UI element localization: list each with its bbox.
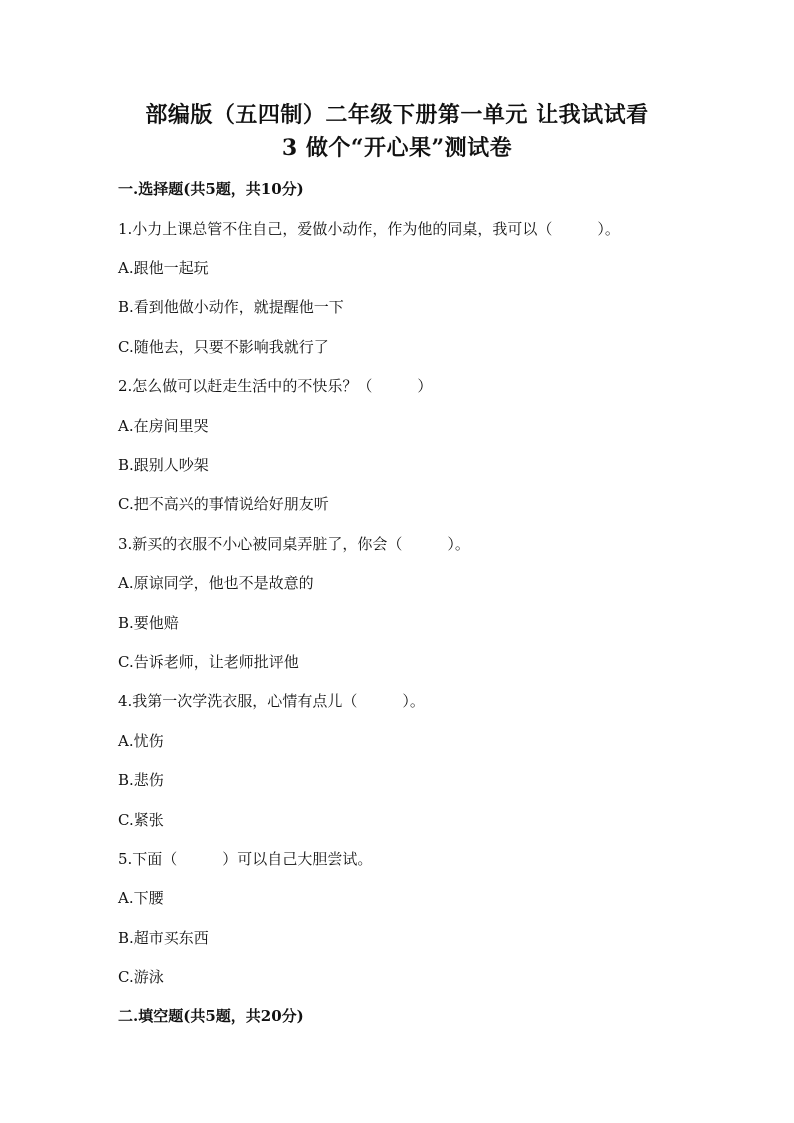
question-5-option-c: C.游泳 (118, 968, 164, 986)
document-title-line-2: 3 做个“开心果”测试卷 (281, 135, 513, 161)
question-2-option-a: A.在房间里哭 (118, 417, 209, 435)
question-4-stem: 4.我第一次学洗衣服，心情有点儿（ ）。 (118, 692, 425, 710)
question-5-option-b: B.超市买东西 (118, 929, 209, 947)
question-2-option-b: B.跟别人吵架 (118, 456, 209, 474)
question-4-option-c: C.紧张 (118, 811, 164, 829)
question-3-stem: 3.新买的衣服不小心被同桌弄脏了，你会（ ）。 (118, 535, 470, 553)
question-3-option-c: C.告诉老师，让老师批评他 (118, 653, 299, 671)
document-title-line-1: 部编版（五四制）二年级下册第一单元 让我试试看 (145, 102, 649, 128)
question-4-option-a: A.忧伤 (118, 732, 164, 750)
question-2-option-c: C.把不高兴的事情说给好朋友听 (118, 495, 329, 513)
question-5-option-a: A.下腰 (118, 889, 164, 907)
question-1-option-a: A.跟他一起玩 (118, 259, 209, 277)
question-3-option-b: B.要他赔 (118, 614, 179, 632)
question-1-option-c: C.随他去，只要不影响我就行了 (118, 338, 329, 356)
question-1-stem: 1.小力上课总管不住自己，爱做小动作，作为他的同桌，我可以（ ）。 (118, 220, 620, 238)
question-2-stem: 2.怎么做可以赶走生活中的不快乐？（ ） (118, 377, 433, 395)
question-1-option-b: B.看到他做小动作，就提醒他一下 (118, 298, 344, 316)
question-3-option-a: A.原谅同学，他也不是故意的 (118, 574, 314, 592)
question-4-option-b: B.悲伤 (118, 771, 164, 789)
section-heading-fill-blank: 二.填空题(共5题，共20分) (118, 1007, 304, 1025)
section-heading-choice: 一.选择题(共5题，共10分) (118, 180, 304, 198)
question-5-stem: 5.下面（ ）可以自己大胆尝试。 (118, 850, 373, 868)
